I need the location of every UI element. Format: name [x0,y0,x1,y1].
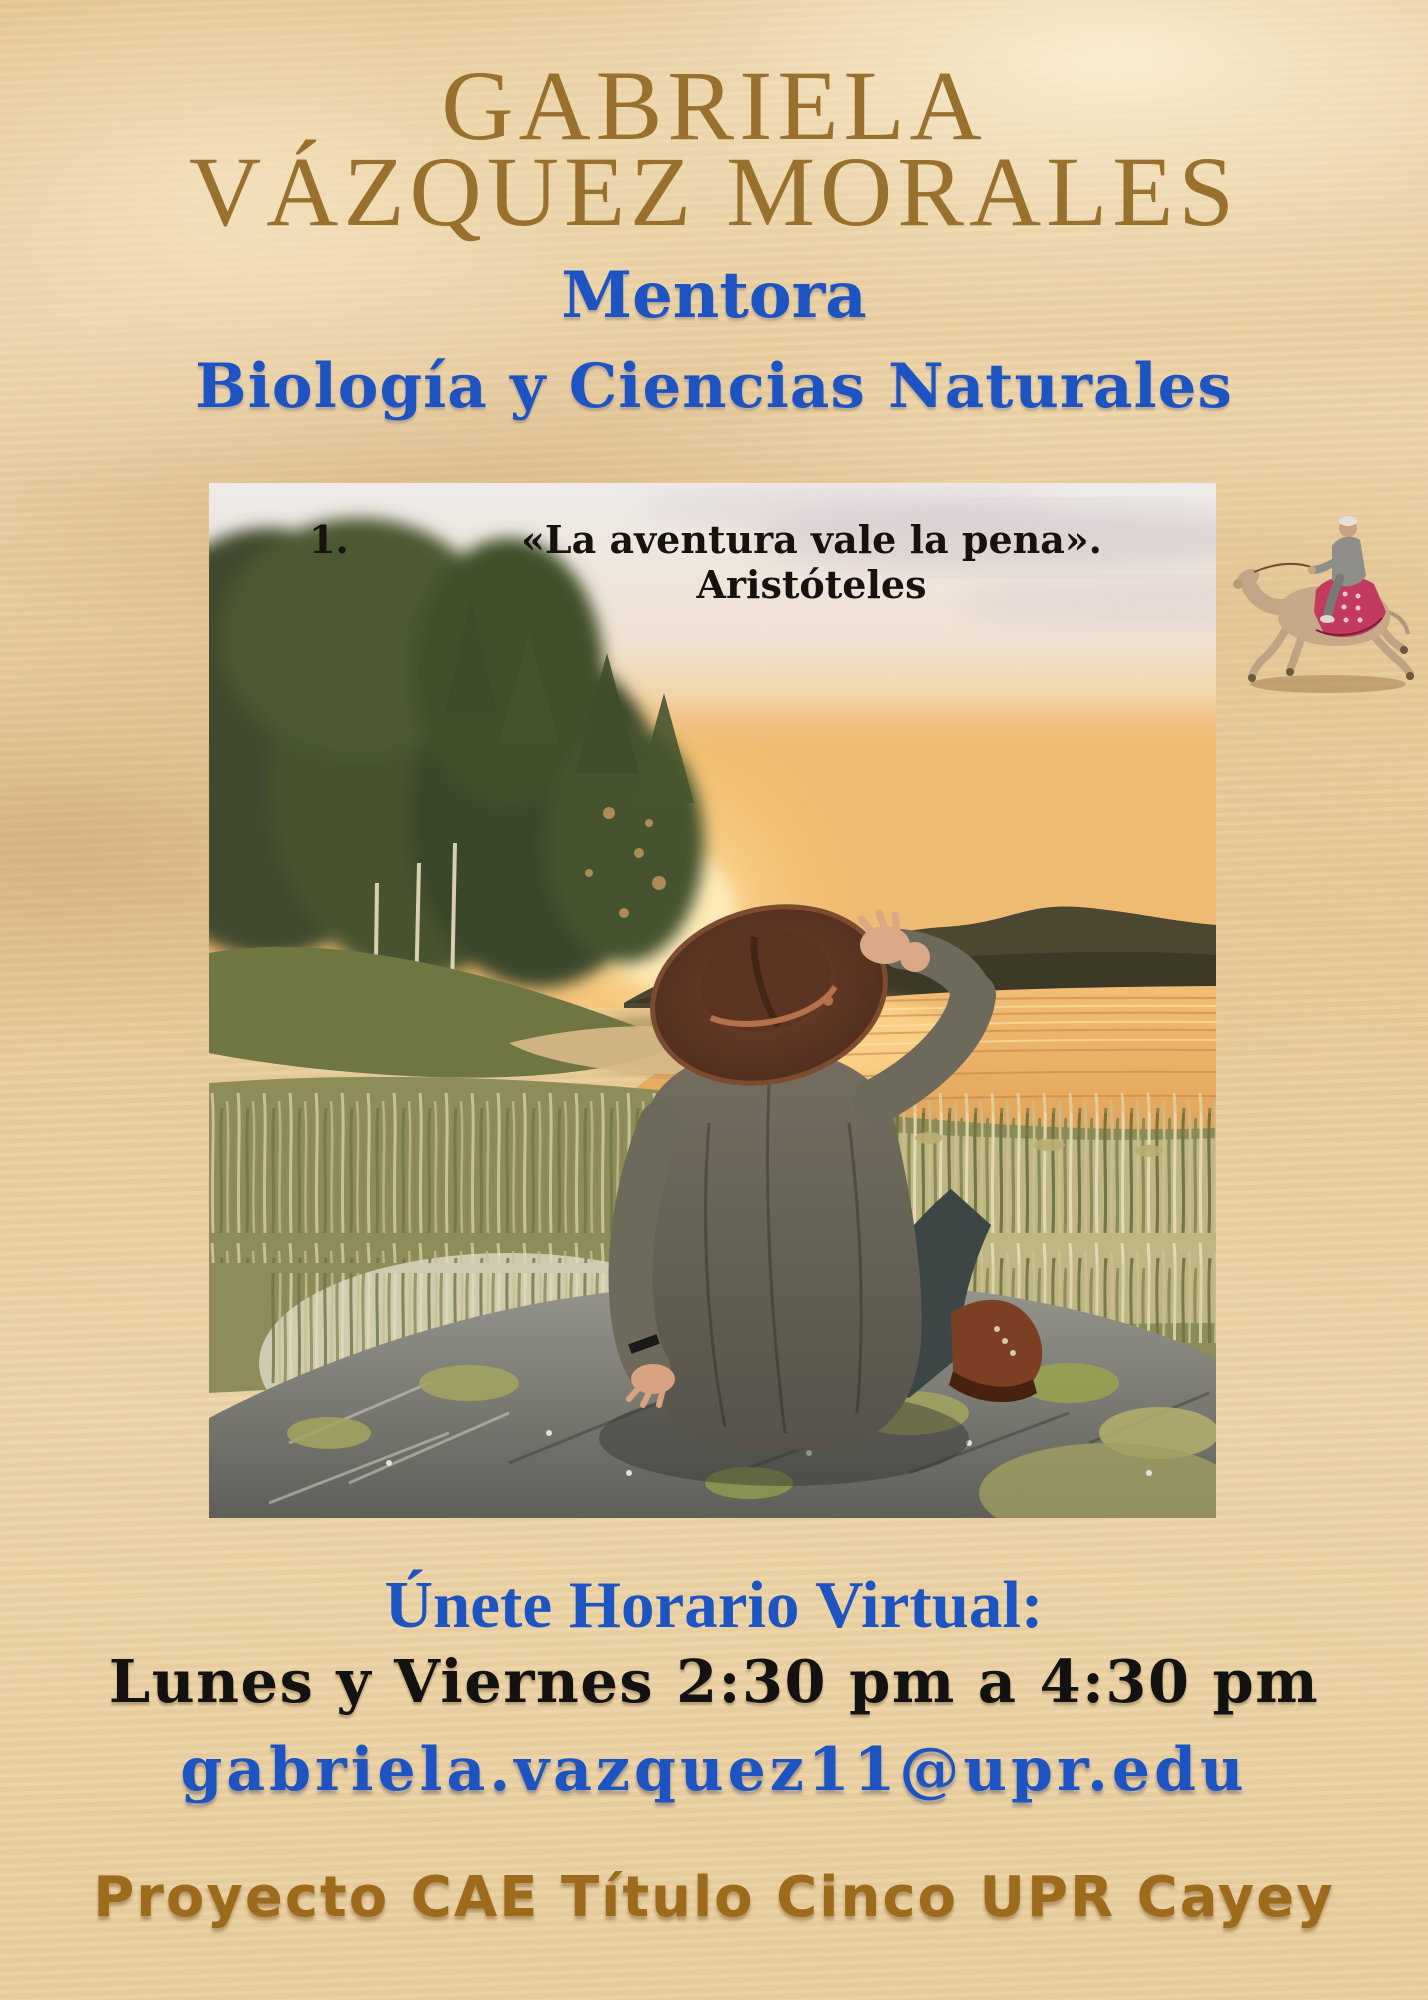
landscape-photo [209,483,1216,1518]
landscape-photo-art [209,483,1216,1518]
schedule-heading: Únete Horario Virtual: [384,1568,1044,1642]
title-line2: VÁZQUEZ MORALES [189,136,1239,247]
title-line1: GABRIELA [441,50,987,161]
email-text: gabriela.vazquez11@upr.edu [180,1735,1248,1805]
footer-text: Proyecto CAE Título Cinco UPR Cayey [93,1865,1335,1930]
schedule-text: Lunes y Viernes 2:30 pm a 4:30 pm [108,1647,1320,1716]
quote-number: 1. [309,517,349,562]
quote-text: «La aventura vale la pena». Aristóteles [521,517,1102,607]
role-subtitle: Mentora [561,258,867,333]
subject-subtitle: Biología y Ciencias Naturales [195,351,1233,422]
camel-rider-illustration [1228,512,1428,697]
